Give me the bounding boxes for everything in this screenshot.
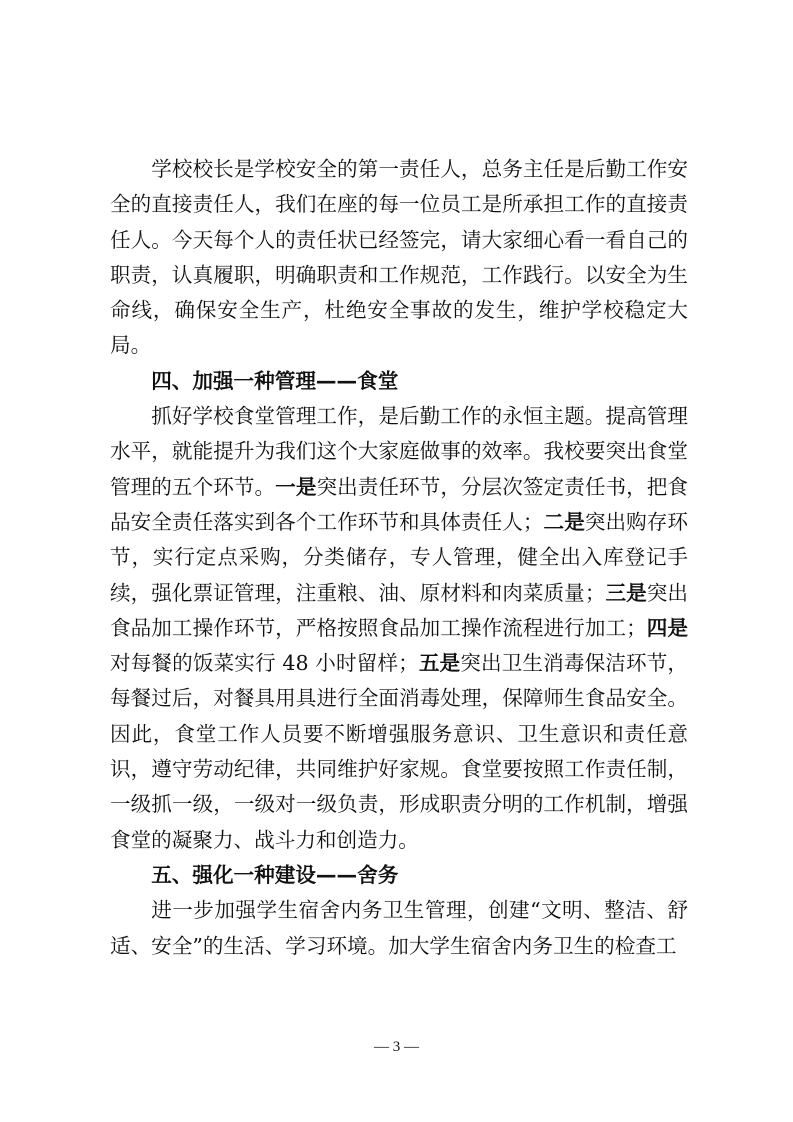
canteen-label-third: 三是	[605, 580, 647, 605]
canteen-label-second: 二是	[543, 509, 585, 534]
canteen-text-4: 突出食品加工操作环节，严格按照食品加工操作流程进行加工；	[110, 580, 689, 640]
canteen-text-1: 抓好学校食堂管理工作，是后勤工作的永恒主题。提高管理水平，就能提升为我们这个大家庭做事的效率。我校要突出食堂管理的五个环节。	[110, 404, 688, 499]
canteen-text-5: 对每餐的饭菜实行 48 小时留样；	[110, 651, 419, 676]
section-heading-canteen: 四、加强一种管理——食堂	[151, 368, 399, 393]
canteen-label-fourth: 四是	[646, 615, 689, 640]
section-heading-dormitory: 五、强化一种建设——舍务	[151, 862, 399, 887]
canteen-text-6: 突出卫生消毒保洁环节，每餐过后，对餐具用具进行全面消毒处理，保障师生食品安全。因此，食堂工作人员要不断增强服务意识、卫生意识和责任意识，遵守劳动纪律，共同维护好家规。食堂要按照工作责任制，一级抓一级，一级对一级负责，形成职责分明的工作机制，增强食堂的凝聚力、战斗力和创造力。	[110, 651, 689, 852]
paragraph-dormitory: 进一步加强学生宿舍内务卫生管理，创建“文明、整洁、舒适、安全”的生活、学习环境。加大学生宿舍内务卫生的检查工	[110, 898, 688, 958]
document-body	[110, 152, 688, 964]
canteen-label-fifth: 五是	[418, 651, 461, 676]
canteen-label-first: 一是	[275, 474, 317, 499]
canteen-text-2: 突出责任环节，分层次签定责任书，把食品安全责任落实到各个工作环节和具体责任人；	[110, 474, 689, 534]
canteen-text-3: 突出购存环节，实行定点采购，分类储存，专人管理，健全出入库登记手续，强化票证管理，注重粮、油、原材料和肉菜质量；	[110, 509, 689, 605]
page-number: — 3 —	[374, 1039, 419, 1055]
paragraph-canteen	[110, 399, 688, 858]
paragraph-responsibility: 学校校长是学校安全的第一责任人，总务主任是后勤工作安全的直接责任人，我们在座的每一位员工是所承担工作的直接责任人。今天每个人的责任状已经签完，请大家细心看一看自己的职责，认真履职，明确职责和工作规范，工作践行。以安全为生命线，确保安全生产，杜绝安全事故的发生，维护学校稳定大局。	[110, 157, 688, 358]
